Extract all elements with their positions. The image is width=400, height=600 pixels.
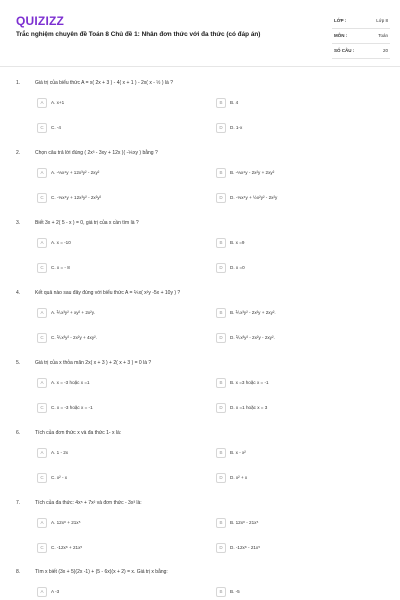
option-letter: D [216, 333, 226, 343]
question-number: 4. [16, 290, 21, 296]
option-a[interactable] [37, 378, 207, 389]
meta-row-grade [332, 14, 390, 29]
option-letter: D [216, 263, 226, 273]
option-text: B. ⅖x³y² - 2x²y + 2xy². [230, 310, 276, 315]
option-text: B. x - x² [230, 450, 246, 455]
option-c[interactable] [37, 263, 207, 274]
option-text: A. x = -10 [51, 240, 71, 245]
option-letter: B [216, 587, 226, 597]
question-number: 6. [16, 430, 21, 436]
option-letter: B [216, 378, 226, 388]
question-1 [0, 80, 400, 150]
question-number: 2. [16, 150, 21, 156]
option-d[interactable] [216, 123, 386, 134]
option-text: D. -⅓x⁴y + ½x²y² - 2x²y [230, 195, 278, 200]
option-text: D. x² + x [230, 475, 248, 480]
option-a[interactable] [37, 518, 207, 529]
option-b[interactable] [216, 308, 386, 319]
question-text: Chọn câu trả lời đúng ( 2x³ - 3xy + 12x )( -⅙xy ) bằng ? [35, 150, 158, 156]
option-letter: B [216, 168, 226, 178]
option-text: C. ⅖x³y² - 2x²y + 4xy². [51, 335, 97, 340]
option-text: A. -⅓x⁴y + 12x³y² - 2xy² [51, 170, 100, 175]
question-2 [0, 150, 400, 220]
option-a[interactable] [37, 98, 207, 109]
meta-table [332, 14, 390, 59]
option-text: A. 12x⁸ + 21x⁵ [51, 520, 81, 525]
option-b[interactable] [216, 518, 386, 529]
meta-row-question-count [332, 44, 390, 59]
option-text: D. 1-x [230, 125, 243, 130]
option-c[interactable] [37, 193, 207, 204]
question-text: Biết 3x + 2( 5 - x ) = 0, giá trị của x cần tìm là ? [35, 220, 139, 226]
option-text: C. x = -3 hoặc x = -1 [51, 405, 93, 410]
option-d[interactable] [216, 543, 386, 554]
option-text: D. ⅖x³y² - 2x²y - 2xy². [230, 335, 275, 340]
option-text: B. -5 [230, 589, 240, 594]
option-text: D. x =1 hoặc x = 3 [230, 405, 268, 410]
option-letter: C [37, 473, 47, 483]
question-3 [0, 220, 400, 290]
option-letter: D [216, 473, 226, 483]
option-letter: C [37, 403, 47, 413]
option-letter: A [37, 587, 47, 597]
question-text: Kết quả nào sau đây đúng với biểu thức A = ⅖x( x²y -5x + 10y ) ? [35, 290, 181, 296]
option-text: B. x =9 [230, 240, 245, 245]
option-letter: B [216, 238, 226, 248]
option-letter: C [37, 333, 47, 343]
question-text: Tích của đơn thức x và đa thức 1- x là: [35, 430, 122, 436]
quizizz-logo[interactable]: QUIZIZZ [16, 14, 65, 28]
question-text: Giá trị của x thỏa mãn 2x( x + 3 ) + 2( x + 3 ) = 0 là ? [35, 360, 152, 366]
option-text: A. x+1 [51, 100, 65, 105]
option-b[interactable] [216, 587, 386, 598]
question-text: Giá trị của biểu thức A = x( 2x + 3 ) - 4( x + 1 ) - 2x( x - ½ ) là ? [35, 80, 173, 86]
option-b[interactable] [216, 168, 386, 179]
option-c[interactable] [37, 473, 207, 484]
option-a[interactable] [37, 587, 207, 598]
option-c[interactable] [37, 333, 207, 344]
option-b[interactable] [216, 448, 386, 459]
meta-value: 20 [382, 48, 388, 53]
question-text: Tích của đa thức: 4x⁵ + 7x² và đơn thức - 3x³ là: [35, 500, 142, 506]
option-text: A. ⅖x³y² + xy² + 2x²y. [51, 310, 95, 315]
option-letter: C [37, 543, 47, 553]
option-d[interactable] [216, 473, 386, 484]
option-text: A. x = -3 hoặc x =1 [51, 380, 90, 385]
option-a[interactable] [37, 168, 207, 179]
option-c[interactable] [37, 543, 207, 554]
meta-value: Toán [378, 33, 388, 38]
question-7 [0, 500, 400, 570]
option-text: B. -⅓x⁴y - 2x²y + 2xy² [230, 170, 275, 175]
meta-key: LỚP : [334, 18, 347, 23]
option-text: C. x² - x [51, 475, 68, 480]
question-text: Tìm x biết (3x + 5)(2x -1) + (5 - 6x)(x + 2) = x. Giá trị x bằng: [35, 569, 168, 575]
option-letter: A [37, 518, 47, 528]
option-letter: A [37, 448, 47, 458]
option-b[interactable] [216, 378, 386, 389]
option-text: B. 12x⁸ - 21x⁵ [230, 520, 259, 525]
option-d[interactable] [216, 403, 386, 414]
document-title: Trắc nghiệm chuyên đề Toán 8 Chủ đề 1: Nhân đơn thức với đa thức (có đáp án) [16, 31, 261, 38]
option-text: C. -12x⁸ + 21x⁵ [51, 545, 83, 550]
meta-row-subject [332, 29, 390, 44]
question-number: 7. [16, 500, 21, 506]
option-letter: B [216, 518, 226, 528]
meta-value: Lớp 8 [376, 18, 388, 23]
option-letter: A [37, 238, 47, 248]
option-d[interactable] [216, 193, 386, 204]
option-letter: D [216, 123, 226, 133]
question-4 [0, 290, 400, 360]
option-a[interactable] [37, 448, 207, 459]
question-number: 3. [16, 220, 21, 226]
question-number: 5. [16, 360, 21, 366]
option-text: A. 1 - 2x [51, 450, 69, 455]
meta-key: SỐ CÂU : [334, 48, 355, 53]
option-letter: A [37, 168, 47, 178]
option-c[interactable] [37, 123, 207, 134]
option-letter: C [37, 263, 47, 273]
option-letter: B [216, 308, 226, 318]
option-text: D. x =0 [230, 265, 245, 270]
option-d[interactable] [216, 263, 386, 274]
option-c[interactable] [37, 403, 207, 414]
option-d[interactable] [216, 333, 386, 344]
option-text: C. -⅓x⁴y + 12x³y² - 2x²y² [51, 195, 102, 200]
header-divider [0, 66, 400, 67]
option-text: C. x = - 8 [51, 265, 70, 270]
option-letter: A [37, 378, 47, 388]
option-letter: A [37, 98, 47, 108]
option-b[interactable] [216, 238, 386, 249]
option-text: D. -12x⁸ - 21x⁵ [230, 545, 261, 550]
option-letter: B [216, 448, 226, 458]
question-number: 8. [16, 569, 21, 575]
option-a[interactable] [37, 238, 207, 249]
document-header [0, 0, 400, 66]
option-letter: D [216, 543, 226, 553]
question-8 [0, 569, 400, 600]
option-letter: D [216, 193, 226, 203]
option-letter: A [37, 308, 47, 318]
option-letter: C [37, 193, 47, 203]
option-letter: C [37, 123, 47, 133]
option-a[interactable] [37, 308, 207, 319]
question-5 [0, 360, 400, 430]
option-text: B. x =3 hoặc x = -1 [230, 380, 269, 385]
option-letter: D [216, 403, 226, 413]
option-letter: B [216, 98, 226, 108]
question-6 [0, 430, 400, 500]
option-b[interactable] [216, 98, 386, 109]
option-text: B. 4 [230, 100, 239, 105]
question-number: 1. [16, 80, 21, 86]
option-text: A -3 [51, 589, 60, 594]
option-text: C. -4 [51, 125, 61, 130]
meta-key: MÔN : [334, 33, 348, 38]
